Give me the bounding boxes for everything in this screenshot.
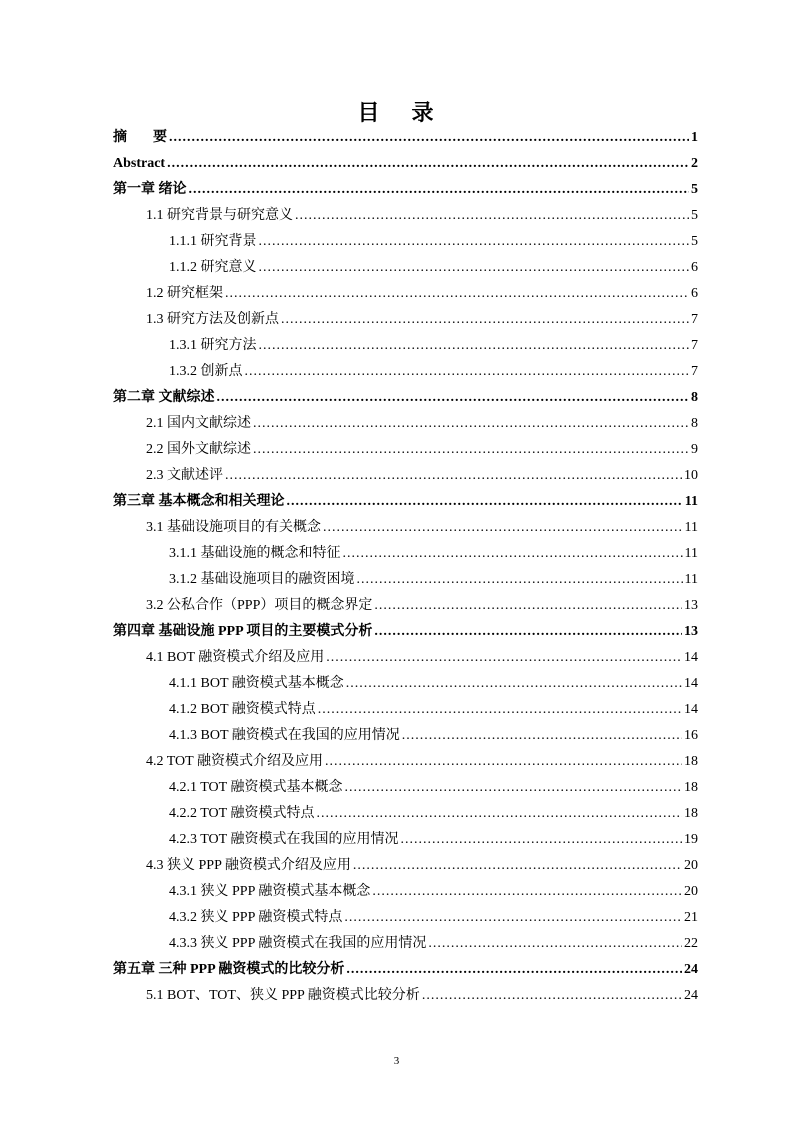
toc-entry-label-part: 要 bbox=[153, 130, 167, 145]
dot-leader bbox=[428, 931, 682, 957]
dot-leader bbox=[217, 385, 690, 411]
toc-entry-label: 4.3.3 狭义 PPP 融资模式在我国的应用情况 bbox=[169, 936, 427, 951]
toc-entry[interactable] bbox=[113, 827, 698, 853]
toc-entry[interactable] bbox=[113, 385, 698, 411]
toc-entry-page: 18 bbox=[684, 806, 698, 821]
toc-entry-label-part: 摘 bbox=[113, 130, 127, 145]
toc-entry[interactable] bbox=[113, 957, 698, 983]
toc-entry-label: 4.3.1 狭义 PPP 融资模式基本概念 bbox=[169, 884, 371, 899]
toc-entry[interactable] bbox=[113, 515, 698, 541]
toc-entry[interactable] bbox=[113, 801, 698, 827]
toc-entry-page: 11 bbox=[684, 572, 698, 587]
toc-entry-label: 4.2.3 TOT 融资模式在我国的应用情况 bbox=[169, 832, 399, 847]
toc-entry-page: 14 bbox=[684, 650, 698, 665]
toc-entry[interactable] bbox=[113, 463, 698, 489]
toc-entry-page: 14 bbox=[684, 702, 698, 717]
dot-leader bbox=[353, 853, 682, 879]
dot-leader bbox=[245, 359, 690, 385]
toc-entry-label: 1.1.2 研究意义 bbox=[169, 260, 257, 275]
toc-entry-label: 第三章 基本概念和相关理论 bbox=[113, 494, 285, 509]
toc-entry[interactable] bbox=[113, 879, 698, 905]
toc-entry-page: 7 bbox=[691, 364, 698, 379]
dot-leader bbox=[325, 749, 682, 775]
toc-entry[interactable] bbox=[113, 645, 698, 671]
dot-leader bbox=[295, 203, 689, 229]
toc-entry-page: 8 bbox=[691, 416, 698, 431]
toc-entry-label: 2.2 国外文献综述 bbox=[146, 442, 251, 457]
toc-entry[interactable] bbox=[113, 619, 698, 645]
toc-entry[interactable] bbox=[113, 567, 698, 593]
toc-entry[interactable] bbox=[113, 203, 698, 229]
toc-entry-page: 9 bbox=[691, 442, 698, 457]
page-number: 3 bbox=[393, 1055, 400, 1067]
dot-leader bbox=[318, 697, 682, 723]
toc-entry-page: 6 bbox=[691, 260, 698, 275]
toc-entry-page: 20 bbox=[684, 858, 698, 873]
toc-entry[interactable] bbox=[113, 359, 698, 385]
toc-entry-label: 第五章 三种 PPP 融资模式的比较分析 bbox=[113, 962, 345, 977]
dot-leader bbox=[323, 515, 683, 541]
toc-entry-page: 11 bbox=[684, 494, 698, 509]
toc-entry-label: 4.1 BOT 融资模式介绍及应用 bbox=[146, 650, 325, 665]
toc-entry-label: 3.1.2 基础设施项目的融资困境 bbox=[169, 572, 355, 587]
toc-entry-page: 6 bbox=[691, 286, 698, 301]
table-of-contents bbox=[113, 125, 698, 1009]
toc-entry[interactable] bbox=[113, 723, 698, 749]
dot-leader bbox=[287, 489, 683, 515]
toc-entry-page: 21 bbox=[684, 910, 698, 925]
dot-leader bbox=[253, 411, 689, 437]
dot-leader bbox=[372, 879, 682, 905]
toc-entry-label: 第二章 文献综述 bbox=[113, 390, 215, 405]
toc-entry-page: 10 bbox=[684, 468, 698, 483]
toc-entry-label: 4.3 狭义 PPP 融资模式介绍及应用 bbox=[146, 858, 351, 873]
toc-entry[interactable] bbox=[113, 307, 698, 333]
toc-entry-page: 16 bbox=[684, 728, 698, 743]
toc-entry-page: 5 bbox=[691, 234, 698, 249]
toc-entry-page: 13 bbox=[684, 598, 698, 613]
toc-entry-label: 第四章 基础设施 PPP 项目的主要模式分析 bbox=[113, 624, 373, 639]
toc-entry-page: 11 bbox=[684, 546, 698, 561]
dot-leader bbox=[316, 801, 682, 827]
dot-leader bbox=[167, 151, 689, 177]
toc-entry-page: 5 bbox=[691, 182, 698, 197]
dot-leader bbox=[344, 775, 682, 801]
dot-leader bbox=[422, 983, 682, 1009]
toc-entry[interactable] bbox=[113, 749, 698, 775]
dot-leader bbox=[259, 333, 690, 359]
toc-entry[interactable] bbox=[113, 853, 698, 879]
toc-entry-label: 4.3.2 狭义 PPP 融资模式特点 bbox=[169, 910, 343, 925]
toc-entry-label: 2.1 国内文献综述 bbox=[146, 416, 251, 431]
toc-entry-page: 2 bbox=[691, 156, 698, 171]
toc-entry[interactable] bbox=[113, 411, 698, 437]
toc-entry-page: 20 bbox=[684, 884, 698, 899]
toc-entry[interactable] bbox=[113, 697, 698, 723]
toc-entry-label: 1.2 研究框架 bbox=[146, 286, 223, 301]
dot-leader bbox=[225, 463, 682, 489]
dot-leader bbox=[357, 567, 683, 593]
toc-entry-page: 5 bbox=[691, 208, 698, 223]
toc-entry[interactable] bbox=[113, 255, 698, 281]
toc-entry[interactable] bbox=[113, 775, 698, 801]
toc-entry-label: 3.1 基础设施项目的有关概念 bbox=[146, 520, 321, 535]
dot-leader bbox=[343, 541, 683, 567]
toc-entry-page: 24 bbox=[684, 988, 698, 1003]
toc-entry-label: 第一章 绪论 bbox=[113, 182, 187, 197]
toc-entry[interactable] bbox=[113, 905, 698, 931]
toc-entry[interactable] bbox=[113, 671, 698, 697]
toc-entry[interactable] bbox=[113, 541, 698, 567]
toc-entry[interactable] bbox=[113, 281, 698, 307]
toc-entry[interactable] bbox=[113, 489, 698, 515]
dot-leader bbox=[259, 229, 690, 255]
toc-entry-page: 19 bbox=[684, 832, 698, 847]
page-title-char-2: 录 bbox=[411, 100, 436, 125]
dot-leader bbox=[400, 827, 682, 853]
toc-entry[interactable] bbox=[113, 125, 698, 151]
toc-entry-label bbox=[113, 125, 167, 151]
dot-leader bbox=[402, 723, 682, 749]
page-title bbox=[0, 96, 793, 127]
toc-entry[interactable] bbox=[113, 333, 698, 359]
toc-entry-label: 4.2 TOT 融资模式介绍及应用 bbox=[146, 754, 323, 769]
dot-leader bbox=[259, 255, 690, 281]
toc-entry-label: 4.1.1 BOT 融资模式基本概念 bbox=[169, 676, 344, 691]
toc-entry-page: 7 bbox=[691, 312, 698, 327]
toc-entry-label: 4.2.1 TOT 融资模式基本概念 bbox=[169, 780, 343, 795]
toc-entry[interactable] bbox=[113, 983, 698, 1009]
toc-entry[interactable] bbox=[113, 151, 698, 177]
toc-entry-page: 14 bbox=[684, 676, 698, 691]
toc-entry-page: 18 bbox=[684, 754, 698, 769]
toc-entry[interactable] bbox=[113, 437, 698, 463]
toc-entry[interactable] bbox=[113, 177, 698, 203]
page-title-char-1: 目 bbox=[357, 100, 382, 125]
dot-leader bbox=[374, 593, 682, 619]
toc-entry-label: 1.3.2 创新点 bbox=[169, 364, 243, 379]
toc-entry-label: 4.1.2 BOT 融资模式特点 bbox=[169, 702, 316, 717]
toc-entry-page: 18 bbox=[684, 780, 698, 795]
dot-leader bbox=[374, 619, 682, 645]
dot-leader bbox=[189, 177, 690, 203]
toc-entry-label: 3.2 公私合作（PPP）项目的概念界定 bbox=[146, 598, 373, 613]
toc-entry-label: 4.1.3 BOT 融资模式在我国的应用情况 bbox=[169, 728, 400, 743]
toc-entry-page: 13 bbox=[684, 624, 698, 639]
dot-leader bbox=[281, 307, 689, 333]
toc-entry-page: 1 bbox=[691, 130, 698, 145]
toc-entry-label: 5.1 BOT、TOT、狭义 PPP 融资模式比较分析 bbox=[146, 988, 420, 1003]
toc-entry-page: 7 bbox=[691, 338, 698, 353]
toc-entry[interactable] bbox=[113, 593, 698, 619]
toc-entry-label: 1.3.1 研究方法 bbox=[169, 338, 257, 353]
toc-entry-label: 2.3 文献述评 bbox=[146, 468, 223, 483]
toc-entry-label: 1.1.1 研究背景 bbox=[169, 234, 257, 249]
toc-entry-label: 1.3 研究方法及创新点 bbox=[146, 312, 279, 327]
toc-entry[interactable] bbox=[113, 931, 698, 957]
toc-entry-page: 24 bbox=[684, 962, 698, 977]
dot-leader bbox=[344, 905, 682, 931]
toc-entry-page: 11 bbox=[684, 520, 698, 535]
toc-entry-label: 1.1 研究背景与研究意义 bbox=[146, 208, 293, 223]
toc-entry-label: 3.1.1 基础设施的概念和特征 bbox=[169, 546, 341, 561]
dot-leader bbox=[346, 671, 682, 697]
dot-leader bbox=[253, 437, 689, 463]
toc-entry-label: 4.2.2 TOT 融资模式特点 bbox=[169, 806, 315, 821]
toc-entry-label: Abstract bbox=[113, 156, 166, 171]
toc-entry-page: 22 bbox=[684, 936, 698, 951]
toc-entry[interactable] bbox=[113, 229, 698, 255]
dot-leader bbox=[326, 645, 682, 671]
toc-entry-page: 8 bbox=[691, 390, 698, 405]
dot-leader bbox=[225, 281, 689, 307]
dot-leader bbox=[169, 125, 689, 151]
dot-leader bbox=[346, 957, 682, 983]
